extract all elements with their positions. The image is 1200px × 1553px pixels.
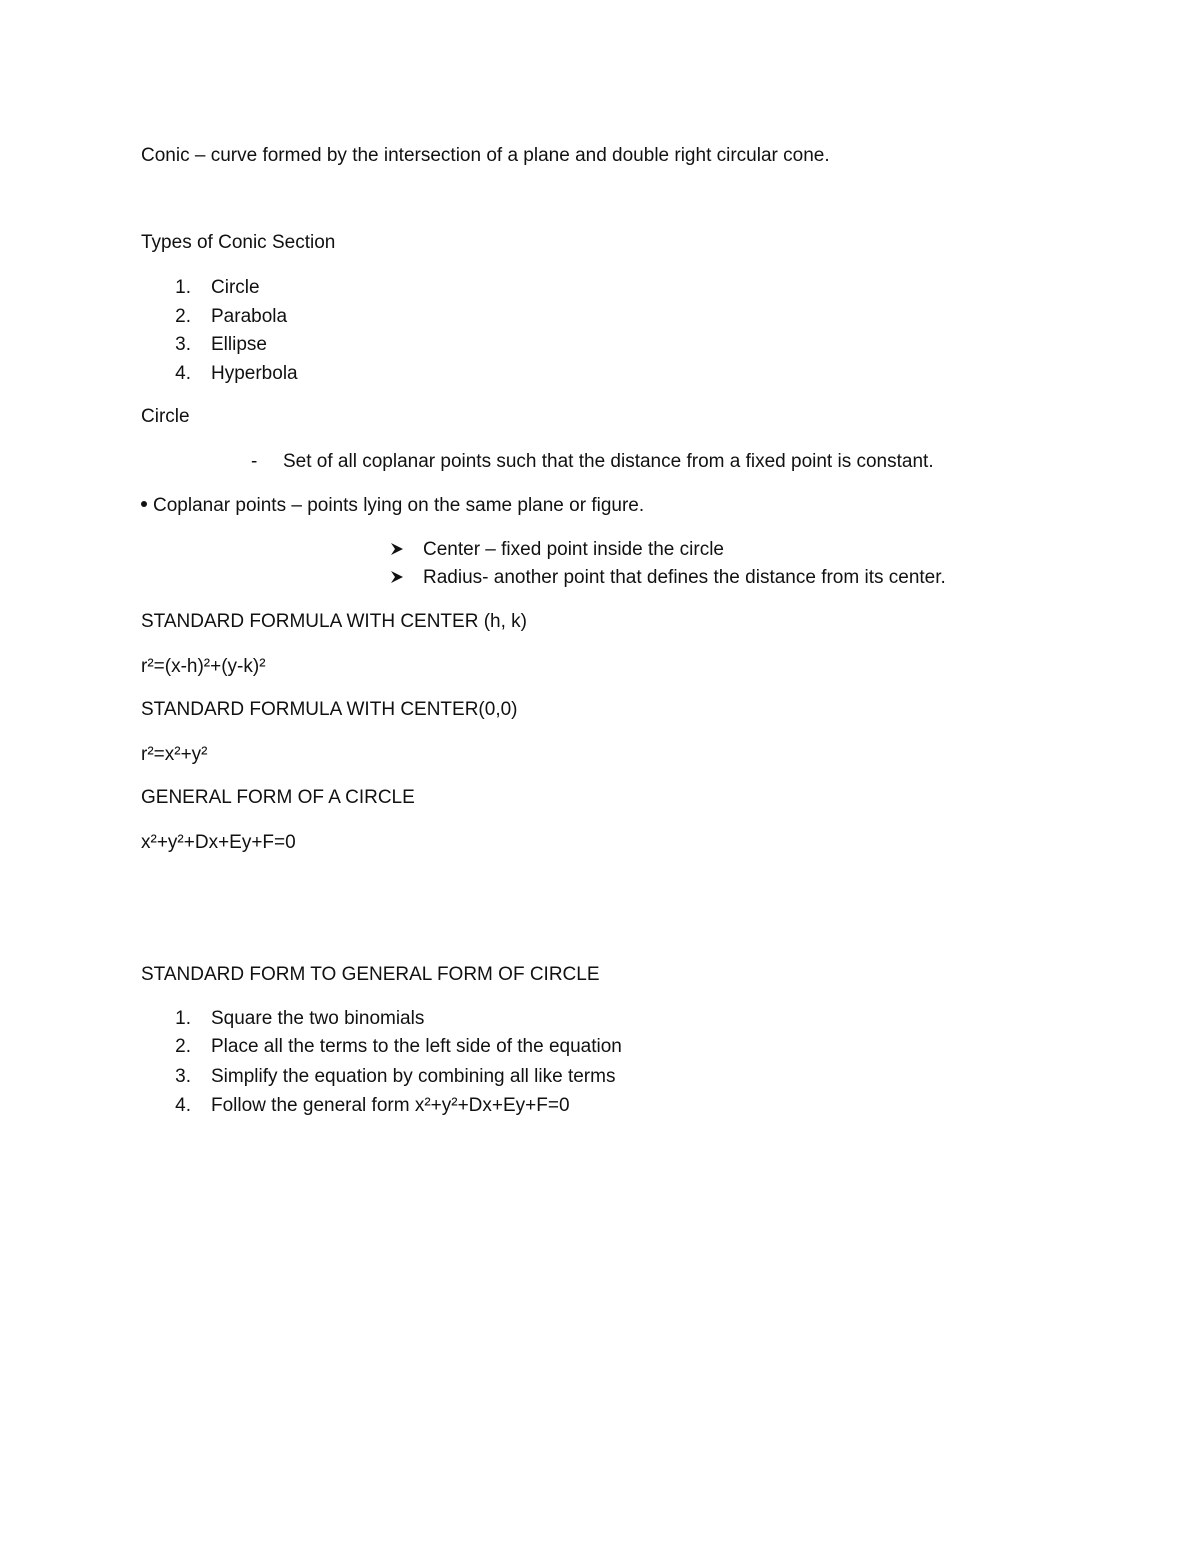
list-number: 2.	[175, 1036, 191, 1057]
arrow-item-radius: Radius- another point that defines the distance from its center.	[423, 567, 946, 588]
list-number: 1.	[175, 1008, 191, 1029]
dash-marker: -	[251, 451, 258, 472]
list-item: Follow the general form x²+y²+Dx+Ey+F=0	[211, 1095, 570, 1116]
list-item: Simplify the equation by combining all like terms	[211, 1066, 616, 1087]
coplanar-note: Coplanar points – points lying on the same plane or figure.	[153, 495, 645, 516]
standard-00-heading: STANDARD FORMULA WITH CENTER(0,0)	[141, 699, 518, 720]
list-number: 4.	[175, 1095, 191, 1116]
standard-hk-formula: r²=(x-h)²+(y-k)²	[141, 656, 266, 677]
list-number: 4.	[175, 363, 191, 384]
list-item: Circle	[211, 277, 260, 298]
list-number: 2.	[175, 306, 191, 327]
arrowhead-bullet-icon	[390, 570, 404, 584]
list-number: 1.	[175, 277, 191, 298]
arrowhead-bullet-icon	[390, 542, 404, 556]
list-item: Parabola	[211, 306, 288, 327]
standard-00-formula: r²=x²+y²	[141, 744, 208, 765]
circle-definition: Set of all coplanar points such that the distance from a fixed point is constant.	[283, 451, 934, 472]
standard-hk-heading: STANDARD FORMULA WITH CENTER (h, k)	[141, 611, 527, 632]
coplanar-note-row	[141, 494, 644, 518]
general-form-heading: GENERAL FORM OF A CIRCLE	[141, 787, 415, 808]
bullet-icon	[141, 501, 147, 507]
list-number: 3.	[175, 1066, 191, 1087]
general-form-formula: x²+y²+Dx+Ey+F=0	[141, 832, 296, 853]
list-item: Place all the terms to the left side of the equation	[211, 1036, 622, 1057]
list-number: 3.	[175, 334, 191, 355]
conic-definition: Conic – curve formed by the intersection of a plane and double right circular cone.	[141, 145, 830, 166]
arrow-item-center: Center – fixed point inside the circle	[423, 539, 724, 560]
list-item: Square the two binomials	[211, 1008, 425, 1029]
convert-heading: STANDARD FORM TO GENERAL FORM OF CIRCLE	[141, 964, 600, 985]
circle-heading: Circle	[141, 406, 190, 427]
list-item: Ellipse	[211, 334, 267, 355]
types-heading: Types of Conic Section	[141, 232, 336, 253]
list-item: Hyperbola	[211, 363, 298, 384]
